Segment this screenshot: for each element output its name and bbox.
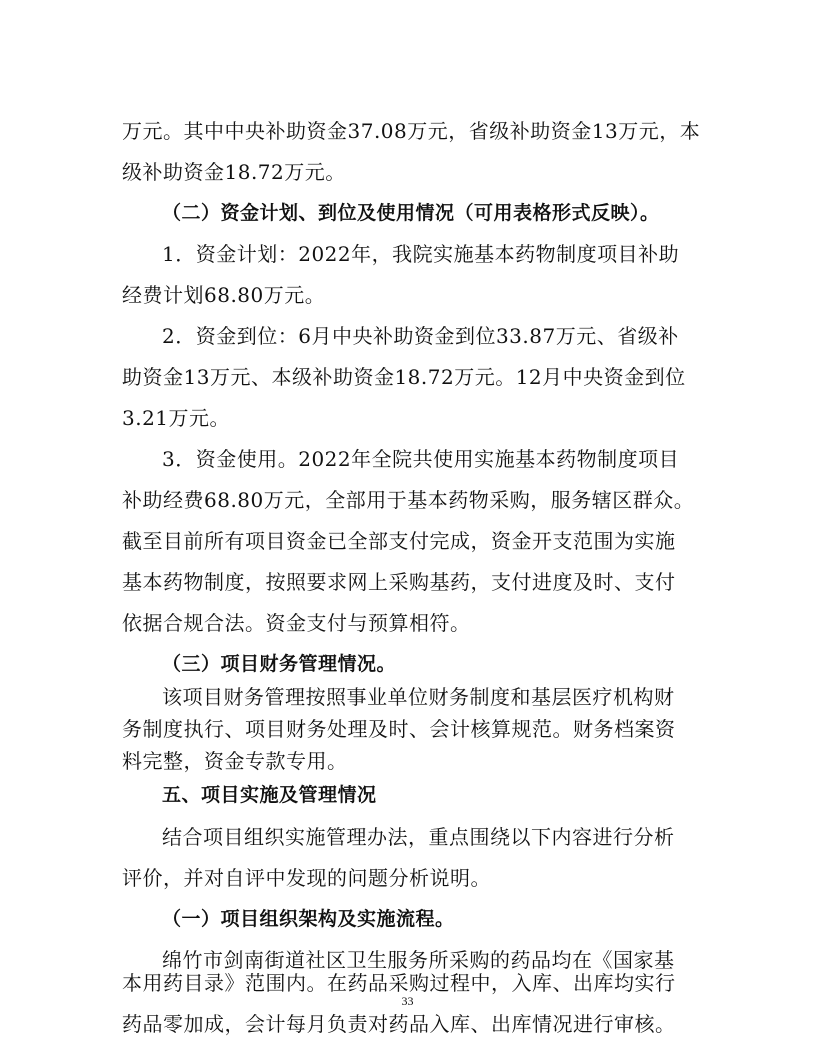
paragraph-line: 助资金13万元、本级补助资金18.72万元。12月中央资金到位 <box>122 365 686 389</box>
paragraph-line: 截至目前所有项目资金已全部支付完成，资金开支范围为实施 <box>122 529 676 553</box>
paragraph-line: 1．资金计划：2022年，我院实施基本药物制度项目补助 <box>162 242 680 266</box>
section-heading: （三）项目财务管理情况。 <box>162 653 397 675</box>
section-heading: （二）资金计划、到位及使用情况（可用表格形式反映）。 <box>162 202 660 224</box>
paragraph-line: 务制度执行、项目财务处理及时、会计核算规范。财务档案资 <box>122 717 676 741</box>
paragraph-line: 3．资金使用。2022年全院共使用实施基本药物制度项目 <box>162 447 680 471</box>
paragraph-line: 本用药目录》范围内。在药品采购过程中，入库、出库均实行 <box>122 971 676 995</box>
paragraph-line: 药品零加成，会计每月负责对药品入库、出库情况进行审核。 <box>122 1012 676 1036</box>
page-number: 33 <box>401 994 414 1008</box>
paragraph-line: 基本药物制度，按照要求网上采购基药，支付进度及时、支付 <box>122 570 676 594</box>
paragraph-line: 结合项目组织实施管理办法，重点围绕以下内容进行分析 <box>162 825 675 849</box>
section-heading: （一）项目组织架构及实施流程。 <box>162 908 455 930</box>
paragraph-line: 依据合规合法。资金支付与预算相符。 <box>122 611 471 635</box>
paragraph-line: 该项目财务管理按照事业单位财务制度和基层医疗机构财 <box>162 685 675 709</box>
paragraph-line: 万元。其中中央补助资金37.08万元，省级补助资金13万元，本 <box>122 119 701 143</box>
section-heading: 五、项目实施及管理情况 <box>162 784 377 806</box>
paragraph-line: 料完整，资金专款专用。 <box>122 749 348 773</box>
paragraph-line: 2．资金到位：6月中央补助资金到位33.87万元、省级补 <box>162 324 679 348</box>
paragraph-line: 补助经费68.80万元，全部用于基本药物采购，服务辖区群众。 <box>122 488 695 512</box>
paragraph-line: 经费计划68.80万元。 <box>122 283 326 307</box>
paragraph-line: 3.21万元。 <box>122 406 231 430</box>
paragraph-line: 级补助资金18.72万元。 <box>122 160 346 184</box>
paragraph-line: 绵竹市剑南街道社区卫生服务所采购的药品均在《国家基 <box>162 948 675 972</box>
paragraph-line: 评价，并对自评中发现的问题分析说明。 <box>122 866 491 890</box>
